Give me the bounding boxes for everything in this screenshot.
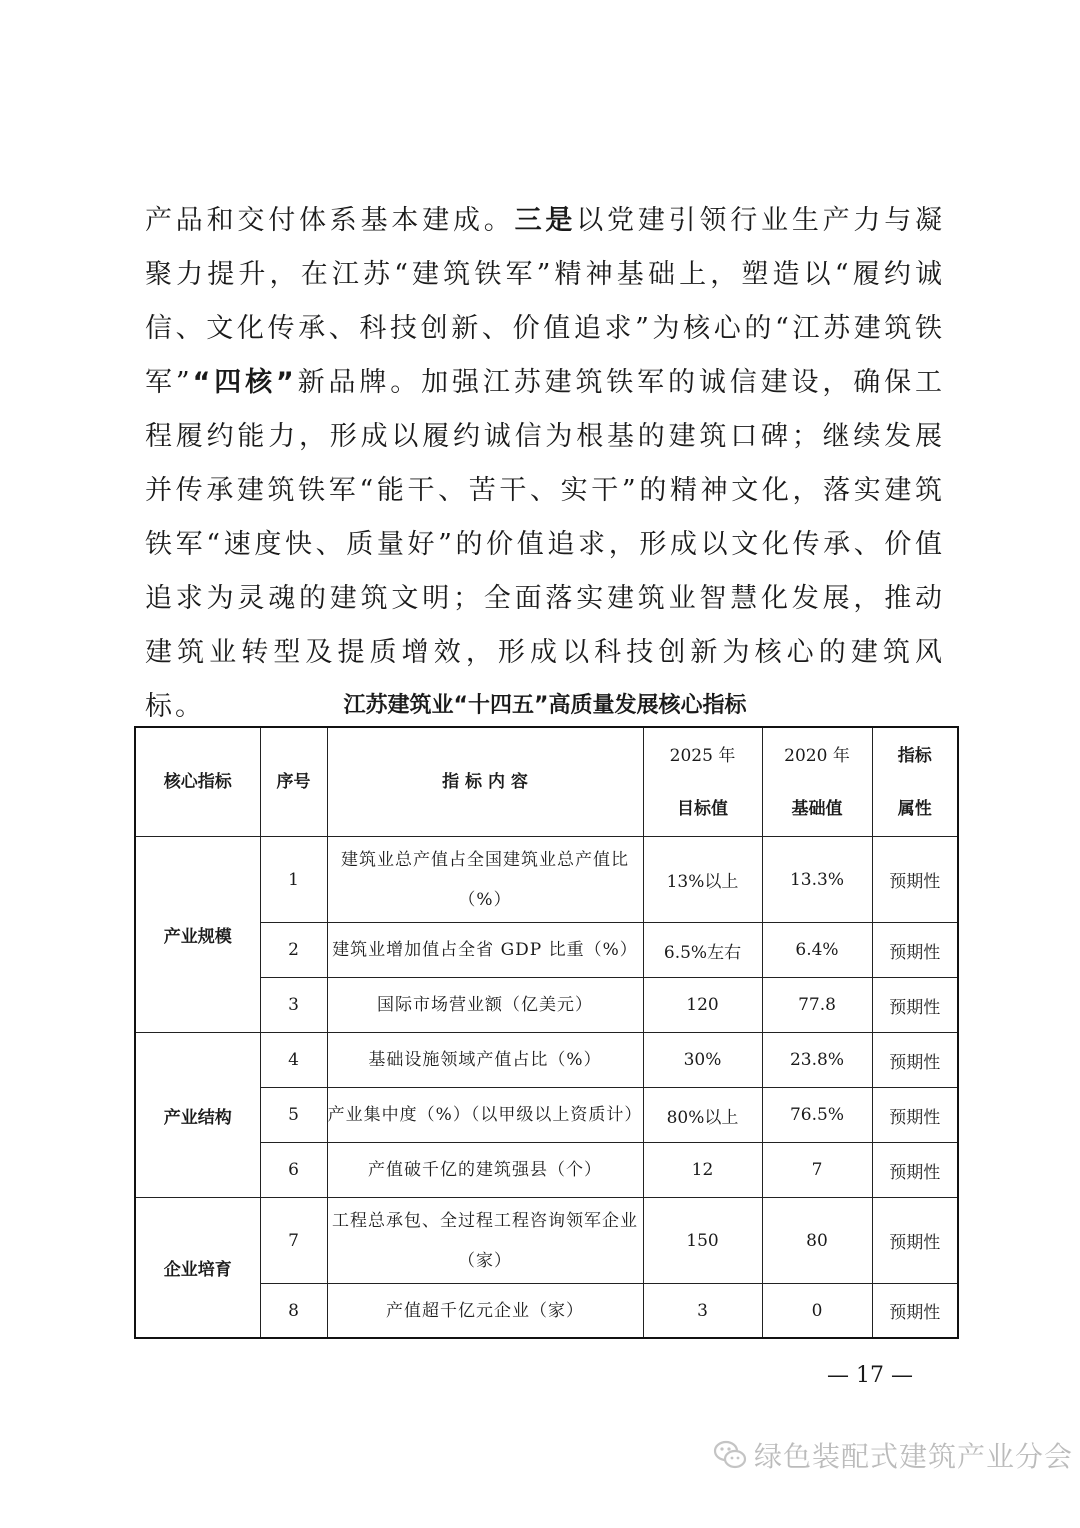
watermark-text: 绿色装配式建筑产业分会 — [754, 1440, 1074, 1473]
base-cell: 6.4% — [762, 923, 872, 978]
content-cell: 工程总承包、全过程工程咨询领军企业（家） — [327, 1198, 643, 1284]
header-attr-line2: 属性 — [897, 798, 932, 819]
base-cell: 13.3% — [762, 837, 872, 923]
header-content: 指 标 内 容 — [327, 727, 643, 837]
attr-cell: 预期性 — [872, 1143, 958, 1198]
attr-cell: 预期性 — [872, 1198, 958, 1284]
page-number: — 17 — — [827, 1363, 913, 1388]
base-cell: 77.8 — [762, 978, 872, 1033]
table-title: 江苏建筑业“十四五”高质量发展核心指标 — [343, 693, 747, 718]
base-cell: 7 — [762, 1143, 872, 1198]
category-cell: 产业规模 — [135, 837, 260, 1033]
paragraph-bold-segment: “四核” — [192, 367, 297, 398]
base-cell: 80 — [762, 1198, 872, 1284]
header-seq: 序号 — [260, 727, 327, 837]
target-cell: 6.5%左右 — [643, 923, 762, 978]
category-cell: 企业培育 — [135, 1198, 260, 1339]
content-cell: 国际市场营业额（亿美元） — [327, 978, 643, 1033]
target-cell: 120 — [643, 978, 762, 1033]
content-cell: 产值超千亿元企业（家） — [327, 1284, 643, 1339]
seq-cell: 4 — [260, 1033, 327, 1088]
header-base — [762, 727, 872, 837]
attr-cell: 预期性 — [872, 837, 958, 923]
header-attr-line1: 指标 — [897, 745, 932, 766]
watermark — [712, 1432, 1073, 1478]
attr-cell: 预期性 — [872, 1088, 958, 1143]
table-row — [135, 1033, 958, 1088]
header-target-label: 目标值 — [677, 798, 728, 819]
base-cell: 0 — [762, 1284, 872, 1339]
target-cell: 3 — [643, 1284, 762, 1339]
target-cell: 150 — [643, 1198, 762, 1284]
base-cell: 23.8% — [762, 1033, 872, 1088]
table-row — [135, 1198, 958, 1284]
body-paragraph — [145, 194, 945, 734]
seq-cell: 3 — [260, 978, 327, 1033]
target-cell: 80%以上 — [643, 1088, 762, 1143]
seq-cell: 8 — [260, 1284, 327, 1339]
indicators-table — [134, 726, 959, 1339]
seq-cell: 7 — [260, 1198, 327, 1284]
table-header-row — [135, 727, 958, 837]
content-cell: 建筑业总产值占全国建筑业总产值比（%） — [327, 837, 643, 923]
paragraph-bold-segment: 三是 — [514, 205, 577, 236]
content-cell: 基础设施领域产值占比（%） — [327, 1033, 643, 1088]
attr-cell: 预期性 — [872, 1284, 958, 1339]
paragraph-segment: 以党建引领行业生产力与凝聚力提升，在江苏“建筑铁军”精神基础上，塑造以“履约诚信、文化传承、科技创新、价值追求”为核心的“江苏建筑铁军” — [145, 205, 946, 398]
wechat-icon — [712, 1437, 748, 1473]
header-target — [643, 727, 762, 837]
attr-cell: 预期性 — [872, 1033, 958, 1088]
target-cell: 12 — [643, 1143, 762, 1198]
base-cell: 76.5% — [762, 1088, 872, 1143]
paragraph-segment: 产品和交付体系基本建成。 — [145, 205, 515, 236]
header-base-year: 2020 年 — [784, 745, 850, 766]
category-cell: 产业结构 — [135, 1033, 260, 1198]
paragraph-segment: 新品牌。加强江苏建筑铁军的诚信建设，确保工程履约能力，形成以履约诚信为根基的建筑口碑；继续发展并传承建筑铁军“能干、苦干、实干”的精神文化，落实建筑铁军“速度快、质量好”的价值追求，形成以文化传承、价值追求为灵魂的建筑文明；全面落实建筑业智慧化发展，推动建筑业转型及提质增效，形成以科技创新为核心的建筑风标。 — [145, 367, 945, 722]
target-cell: 13%以上 — [643, 837, 762, 923]
seq-cell: 6 — [260, 1143, 327, 1198]
header-attr — [872, 727, 958, 837]
header-core-indicator: 核心指标 — [135, 727, 260, 837]
seq-cell: 1 — [260, 837, 327, 923]
header-base-label: 基础值 — [791, 798, 843, 819]
content-cell: 产业集中度（%）（以甲级以上资质计） — [327, 1088, 643, 1143]
header-target-year: 2025 年 — [669, 745, 736, 766]
target-cell: 30% — [643, 1033, 762, 1088]
attr-cell: 预期性 — [872, 923, 958, 978]
table-row — [135, 837, 958, 923]
content-cell: 建筑业增加值占全省 GDP 比重（%） — [327, 923, 643, 978]
attr-cell: 预期性 — [872, 978, 958, 1033]
seq-cell: 2 — [260, 923, 327, 978]
seq-cell: 5 — [260, 1088, 327, 1143]
content-cell: 产值破千亿的建筑强县（个） — [327, 1143, 643, 1198]
